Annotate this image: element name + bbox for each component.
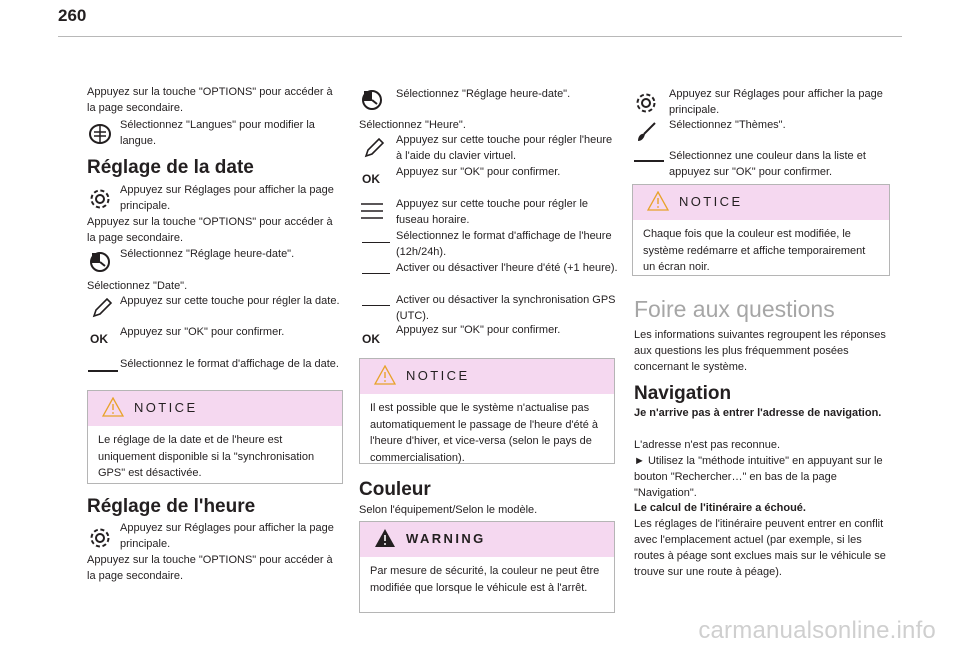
heading-couleur: Couleur: [359, 479, 431, 500]
pencil-edit-icon: [362, 136, 386, 160]
paragraph-press-reglages-2: Appuyez sur Réglages pour afficher la page principale.: [120, 522, 334, 550]
ok-icon: OK: [90, 332, 108, 346]
faq-answer-itineraire: Les réglages de l'itinéraire peuvent entrer en conflit avec l'emplacement actuel (par exemple, si les routes à péage sont exclues mais sur le véhicule se trouve sur une route à péage).: [634, 518, 886, 578]
page-number: 260: [58, 6, 87, 25]
notice-box-couleur: [632, 184, 890, 276]
menu-lines-icon: [360, 199, 384, 223]
notice-header: [88, 391, 342, 426]
clock-date-icon: [88, 250, 112, 274]
paragraph-select-langues: Sélectionnez "Langues" pour modifier la langue.: [120, 119, 315, 147]
ok-icon: OK: [362, 332, 380, 346]
notice-title: NOTICE: [406, 368, 470, 383]
paragraph-select-heure-date-2: Sélectionnez "Réglage heure-date".: [396, 88, 571, 100]
warning-triangle-icon: [647, 191, 669, 211]
notice-text: Le réglage de la date et de l'heure est uniquement disponible si la "synchronisation GPS" est désactivée.: [98, 434, 315, 479]
warning-triangle-icon: [374, 365, 396, 385]
ok-icon: OK: [362, 172, 380, 186]
warning-title: WARNING: [406, 531, 486, 546]
warning-filled-triangle-icon: [374, 528, 396, 548]
paragraph-select-couleur: Sélectionnez une couleur dans la liste et appuyez sur "OK" pour confirmer.: [669, 150, 866, 178]
paragraph-press-reglages-3: Appuyez sur Réglages pour afficher la page principale.: [669, 88, 883, 116]
paragraph-press-ok: Appuyez sur "OK" pour confirmer.: [120, 326, 285, 338]
paragraph-fuseau-horaire: Appuyez sur cette touche pour régler le fuseau horaire.: [396, 198, 589, 226]
notice-text: Il est possible que le système n'actualise pas automatiquement le passage de l'heure d'été à l'heure d'hiver, et vice-versa (selon le pays de commercialisation).: [370, 402, 599, 464]
paragraph-select-themes: Sélectionnez "Thèmes".: [669, 119, 786, 131]
paragraph-select-heure: Sélectionnez "Heure".: [359, 119, 466, 131]
paragraph-press-key-date: Appuyez sur cette touche pour régler la date.: [120, 295, 340, 307]
watermark-text: carmanualsonline.info: [698, 617, 936, 644]
paragraph-selon-equipement: Selon l'équipement/Selon le modèle.: [359, 504, 538, 516]
list-bar-icon: [362, 305, 390, 306]
settings-gear-icon: [88, 187, 112, 211]
heading-reglage-heure: Réglage de l'heure: [87, 496, 256, 517]
faq-solution-adresse: ► Utilisez la "méthode intuitive" en appuyant sur le bouton "Rechercher…" en bas de la page "Navigation".: [634, 455, 883, 499]
paragraph-press-ok-3: Appuyez sur "OK" pour confirmer.: [396, 324, 561, 336]
list-bar-icon: [362, 242, 390, 243]
paragraph-press-reglages: Appuyez sur Réglages pour afficher la page principale.: [120, 184, 334, 212]
paragraph-options-secondary-2: Appuyez sur la touche "OPTIONS" pour accéder à la page secondaire.: [87, 216, 333, 244]
pencil-edit-icon: [90, 296, 114, 320]
paragraph-press-key-heure: Appuyez sur cette touche pour régler l'heure à l'aide du clavier virtuel.: [396, 134, 613, 162]
heading-foire-aux-questions: Foire aux questions: [634, 296, 835, 322]
paragraph-sync-gps: Activer ou désactiver la synchronisation GPS (UTC).: [396, 294, 616, 322]
notice-box-date: [87, 390, 343, 484]
heading-reglage-date: Réglage de la date: [87, 157, 254, 178]
paragraph-select-format-date: Sélectionnez le format d'affichage de la date.: [120, 358, 339, 370]
notice-text: Chaque fois que la couleur est modifiée, le système redémarre et affiche temporairement un écran noir.: [643, 228, 866, 273]
faq-question-adresse: Je n'arrive pas à entrer l'adresse de navigation.: [634, 407, 882, 419]
list-bar-icon: [362, 273, 390, 274]
notice-header: [360, 359, 614, 394]
language-icon: [88, 122, 112, 146]
settings-gear-icon: [634, 91, 658, 115]
warning-triangle-icon: [102, 397, 124, 417]
theme-brush-icon: [634, 120, 658, 144]
warning-text: Par mesure de sécurité, la couleur ne peut être modifiée que lorsque le véhicule est à l'arrêt.: [370, 565, 600, 594]
notice-box-heure: [359, 358, 615, 464]
paragraph-press-ok-2: Appuyez sur "OK" pour confirmer.: [396, 166, 561, 178]
paragraph-faq-intro: Les informations suivantes regroupent les réponses aux questions les plus fréquemment posées concernant le système.: [634, 329, 886, 373]
warning-box-couleur: [359, 521, 615, 613]
faq-answer-adresse: L'adresse n'est pas reconnue.: [634, 439, 781, 451]
list-bar-icon: [634, 160, 664, 162]
clock-date-icon: [360, 88, 384, 112]
paragraph-select-date: Sélectionnez "Date".: [87, 280, 188, 292]
notice-header: [633, 185, 889, 220]
paragraph-heure-ete: Activer ou désactiver l'heure d'été (+1 heure).: [396, 262, 618, 274]
notice-title: NOTICE: [134, 400, 198, 415]
paragraph-options-secondary-3: Appuyez sur la touche "OPTIONS" pour accéder à la page secondaire.: [87, 554, 333, 582]
list-bar-icon: [88, 370, 118, 372]
paragraph-format-heure: Sélectionnez le format d'affichage de l'heure (12h/24h).: [396, 230, 612, 258]
header-divider: [58, 36, 902, 37]
paragraph-options-secondary: Appuyez sur la touche "OPTIONS" pour accéder à la page secondaire.: [87, 86, 333, 114]
warning-header: [360, 522, 614, 557]
notice-title: NOTICE: [679, 194, 743, 209]
faq-question-itineraire: Le calcul de l'itinéraire a échoué.: [634, 502, 806, 514]
heading-navigation: Navigation: [634, 383, 732, 404]
paragraph-select-heure-date: Sélectionnez "Réglage heure-date".: [120, 248, 295, 260]
settings-gear-icon: [88, 526, 112, 550]
